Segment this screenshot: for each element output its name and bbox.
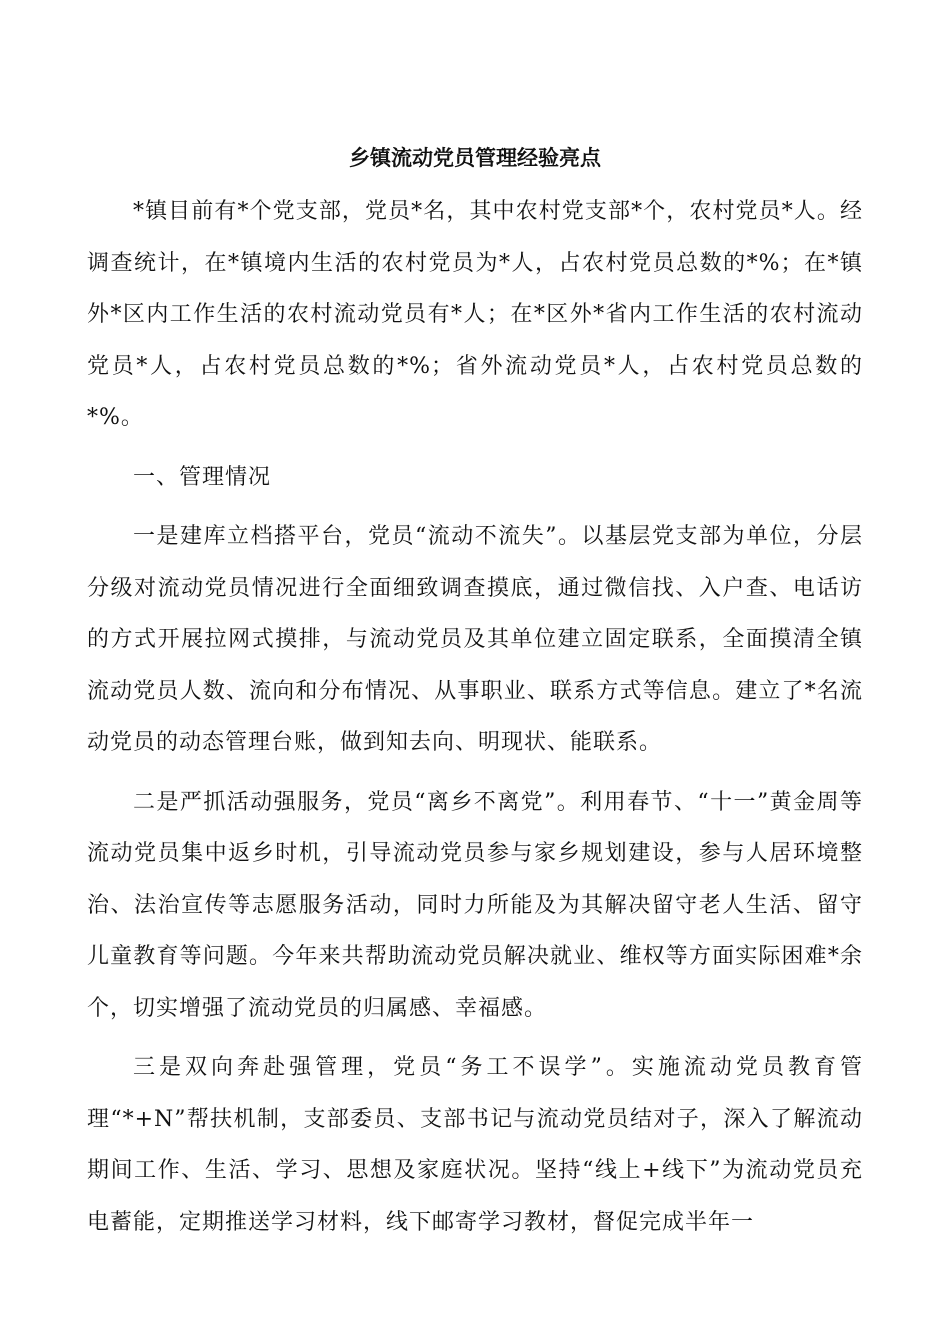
document-title: 乡镇流动党员管理经验亮点	[349, 146, 601, 170]
paragraph-2: 二是严抓活动强服务，党员“离乡不离党”。利用春节、“十一”黄金周等流动党员集中返乡时机，引导流动党员参与家乡规划建设，参与人居环境整治、法治宣传等志愿服务活动，同时力所能及为其解决留守老人生活、留守儿童教育等问题。今年来共帮助流动党员解决就业、维权等方面实际困难*余个，切实增强了流动党员的归属感、幸福感。	[87, 789, 863, 1021]
document-body	[87, 186, 863, 1248]
intro-paragraph: *镇目前有*个党支部，党员*名，其中农村党支部*个，农村党员*人。经调查统计，在*镇境内生活的农村党员为*人，占农村党员总数的*%；在*镇外*区内工作生活的农村流动党员有*人；在*区外*省内工作生活的农村流动党员*人，占农村党员总数的*%；省外流动党员*人，占农村党员总数的*%。	[87, 199, 863, 430]
paragraph-1: 一是建库立档搭平台，党员“流动不流失”。以基层党支部为单位，分层分级对流动党员情况进行全面细致调查摸底，通过微信找、入户查、电话访的方式开展拉网式摸排，与流动党员及其单位建立固定联系，全面摸清全镇流动党员人数、流向和分布情况、从事职业、联系方式等信息。建立了*名流动党员的动态管理台账，做到知去向、明现状、能联系。	[87, 524, 863, 755]
paragraph-3: 三是双向奔赴强管理，党员“务工不误学”。实施流动党员教育管理“*+N”帮扶机制，支部委员、支部书记与流动党员结对子，深入了解流动期间工作、生活、学习、思想及家庭状况。坚持“线上+线下”为流动党员充电蓄能，定期推送学习材料，线下邮寄学习教材，督促完成半年一	[87, 1055, 863, 1235]
section-heading: 一、管理情况	[133, 464, 272, 490]
